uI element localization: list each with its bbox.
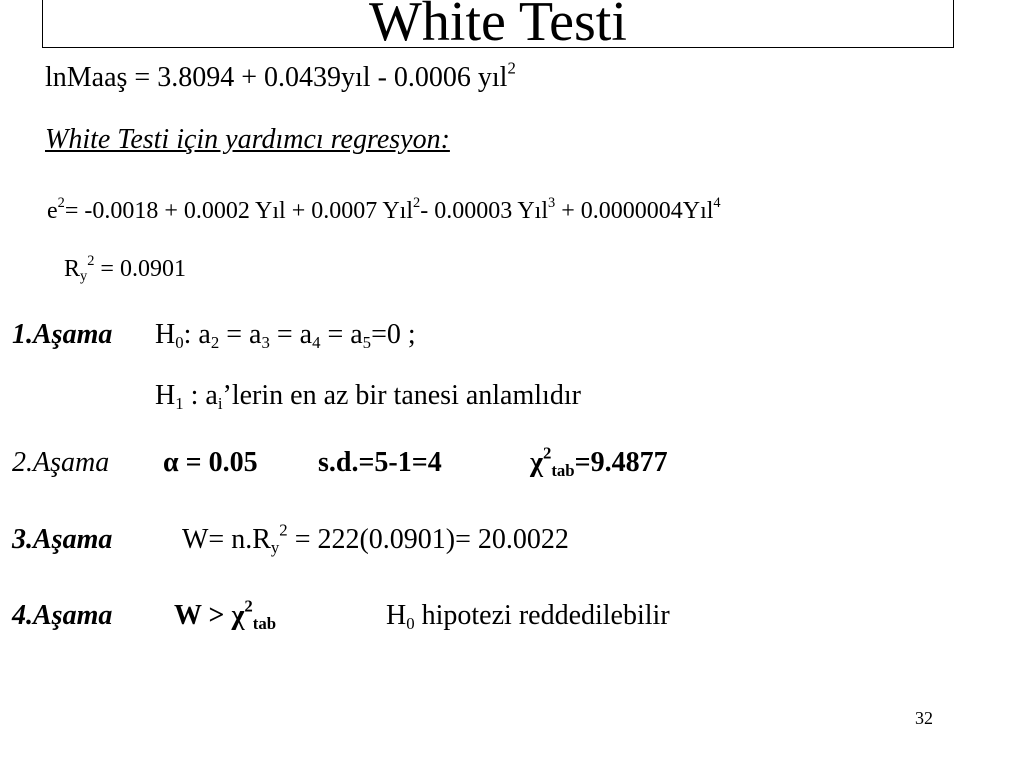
- w-result: = 222(0.0901)= 20.0022: [287, 524, 569, 555]
- exponent: 2: [507, 58, 516, 78]
- eq-exponent: 3: [548, 195, 556, 212]
- null-hypothesis: [155, 319, 416, 351]
- eq-part: = -0.0018 + 0.0002 Yıl + 0.0007 Yıl: [64, 198, 414, 224]
- chi-square-table-value: [530, 443, 668, 481]
- r-exponent: 2: [279, 520, 288, 540]
- comparison: [174, 596, 277, 634]
- h-text: : a: [183, 380, 218, 411]
- a-subscript: i: [217, 394, 223, 414]
- eq-part: + 0.0000004Yıl: [555, 198, 714, 224]
- title-box: [42, 0, 954, 53]
- a-subscript: 4: [312, 333, 321, 353]
- step-4-label: 4.Aşama: [12, 600, 113, 631]
- h-subscript: 0: [406, 614, 415, 634]
- h-base: H: [155, 319, 176, 350]
- chi-subscript: tab: [252, 614, 277, 634]
- chi-exponent: 2: [542, 443, 552, 463]
- r-squared-value: [64, 253, 186, 285]
- eq-exponent: 2: [413, 195, 421, 212]
- a-subscript: 3: [261, 333, 270, 353]
- step-1-label: 1.Aşama: [12, 319, 113, 350]
- h-text: =0 ;: [371, 319, 416, 350]
- r-base: R: [64, 256, 81, 282]
- h-text: ’lerin en az bir tanesi anlamlıdır: [222, 380, 581, 411]
- a-subscript: 2: [210, 333, 220, 353]
- r-subscript: y: [80, 268, 88, 285]
- eq-part: - 0.00003 Yıl: [420, 198, 548, 224]
- chi-value: =9.4877: [574, 447, 668, 478]
- eq-exponent: 2: [57, 195, 65, 212]
- r-subscript: y: [270, 538, 280, 558]
- step-3-label: 3.Aşama: [12, 524, 113, 555]
- alternative-hypothesis: [155, 380, 581, 412]
- h-subscript: 0: [175, 333, 184, 353]
- r-value: = 0.0901: [94, 256, 186, 282]
- r-exponent: 2: [87, 253, 95, 270]
- conclusion: [386, 600, 670, 632]
- slide-title: White Testi: [369, 0, 627, 53]
- alpha-level: α = 0.05: [163, 447, 258, 478]
- w-text: W= n.R: [182, 524, 271, 555]
- comparison-text: W > χ: [174, 600, 245, 631]
- eq-exponent: 4: [713, 195, 721, 212]
- chi-symbol: χ: [530, 447, 543, 478]
- h-base: H: [155, 380, 176, 411]
- main-regression-equation: [45, 58, 516, 94]
- auxiliary-regression-heading: White Testi için yardımcı regresyon:: [45, 124, 450, 155]
- h-base: H: [386, 600, 407, 631]
- h-text: : a: [183, 319, 211, 350]
- step-2-label: 2.Aşama: [12, 447, 110, 478]
- page-number: 32: [915, 708, 933, 728]
- degrees-of-freedom: s.d.=5-1=4: [318, 447, 442, 478]
- equation-text: lnMaaş = 3.8094 + 0.0439yıl - 0.0006 yıl: [45, 62, 508, 93]
- h-text: = a: [219, 319, 262, 350]
- h-text: = a: [320, 319, 363, 350]
- conclusion-text: hipotezi reddedilebilir: [414, 600, 670, 631]
- eq-part: e: [47, 198, 58, 224]
- chi-exponent: 2: [244, 596, 253, 616]
- a-subscript: 5: [362, 333, 372, 353]
- chi-subscript: tab: [551, 461, 575, 481]
- h-subscript: 1: [175, 394, 184, 414]
- h-text: = a: [269, 319, 313, 350]
- auxiliary-regression-equation: [47, 195, 721, 225]
- white-test-statistic: [182, 520, 569, 558]
